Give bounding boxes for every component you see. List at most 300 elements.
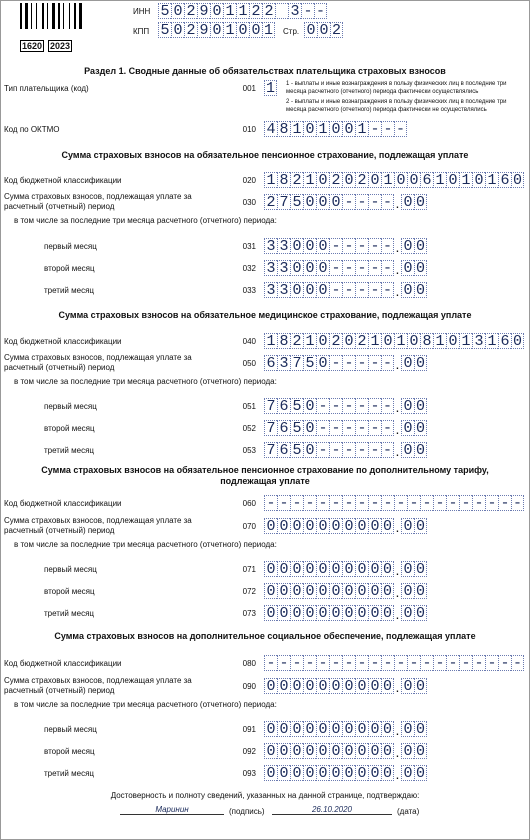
char-cell: 0 [316,721,329,737]
char-cell: 6 [277,420,290,436]
kbk-label: Код бюджетной классификации [4,176,122,185]
char-cell: 0 [415,721,425,738]
sum-label-line-2: расчетный (отчетный) период [4,363,115,372]
char-cell: 1 [236,3,249,19]
char-cell: 0 [264,561,277,577]
char-cell: 0 [401,420,414,436]
char-cell: - [368,260,381,276]
char-cell: - [316,495,329,511]
char-cell: 0 [368,583,381,599]
kbk-field-3[interactable] [264,495,524,511]
sum-label-line-1: Сумма страховых взносов, подлежащая уплате за [4,516,192,525]
char-cell: 0 [303,121,316,137]
char-cell: 0 [210,22,223,38]
char-cell: 0 [342,583,355,599]
oktmo-label: Код по ОКТМО [4,125,60,134]
char-cell: - [355,655,368,671]
payer-type-legend-2: 2 - выплаты и иные вознаграждения в пользу физических лиц в последние три месяца расчетного (отчетного) периода фактически не осуществлялись [286,99,507,113]
char-cell: 0 [355,561,368,577]
payer-type-label: Тип плательщика (код) [4,84,89,93]
decimal-dot: . [395,744,400,760]
char-cell: - [342,355,355,371]
char-cell: 0 [264,518,277,534]
char-cell: 2 [355,172,368,188]
m3-code: 033 [242,286,256,295]
char-cell: - [512,655,522,672]
char-cell: 0 [415,678,425,695]
char-cell: 0 [355,765,368,781]
char-cell: 0 [316,194,329,210]
char-cell: - [342,282,355,298]
char-cell: 1 [263,22,273,39]
char-cell: 0 [290,721,303,737]
char-cell: 0 [342,721,355,737]
char-cell: 1 [316,121,329,137]
char-cell: 0 [415,743,425,760]
char-cell: 0 [415,238,425,255]
char-cell: - [342,194,355,210]
char-cell: 0 [316,260,329,276]
char-cell: 1 [459,333,472,349]
m2-field-4[interactable] [264,743,427,759]
months-label: в том числе за последние три месяца расчетного (отчетного) периода: [14,540,277,549]
char-cell: - [407,655,420,671]
char-cell: 5 [290,398,303,414]
char-cell: 0 [277,721,290,737]
char-cell: 7 [264,442,277,458]
char-cell: 0 [277,743,290,759]
char-cell: 0 [342,172,355,188]
char-cell: 0 [329,518,342,534]
confirm-text: Достоверность и полноту сведений, указанных на данной странице, подтверждаю: [110,791,420,800]
month-3-label: третий месяц [44,609,94,618]
char-cell: - [329,282,342,298]
char-cell: 0 [401,605,414,621]
months-label: в том числе за последние три месяца расчетного (отчетного) периода: [14,377,277,386]
char-cell: - [381,121,394,137]
char-cell: - [342,495,355,511]
block-3-title: Сумма страховых взносов на обязательное пенсионное страхование по дополнительному тарифу, [41,465,489,475]
char-cell: 6 [264,355,277,371]
char-cell: - [329,495,342,511]
char-cell: 1 [223,3,236,19]
sum-code: 030 [242,198,256,207]
char-cell: 2 [329,172,342,188]
m3-code: 093 [242,769,256,778]
char-cell: 1 [265,80,275,97]
char-cell: - [355,355,368,371]
signature-name: Маринин [120,805,224,815]
char-cell: 0 [303,721,316,737]
char-cell: - [316,442,329,458]
m1-code: 051 [242,402,256,411]
char-cell: 0 [329,121,342,137]
char-cell: - [329,442,342,458]
char-cell: 0 [303,420,316,436]
section-1-title: Раздел 1. Сводные данные об обязательствах плательщика страховых взносов [84,66,446,76]
char-cell: - [381,495,394,511]
char-cell: 0 [303,398,316,414]
payer-type-code: 001 [242,84,256,93]
m3-field-1[interactable] [264,282,427,298]
char-cell: 0 [290,238,303,254]
char-cell: 0 [415,561,425,578]
char-cell: - [472,495,485,511]
decimal-dot: . [395,261,400,277]
char-cell: 0 [290,605,303,621]
char-cell: - [264,655,277,671]
char-cell: 0 [355,721,368,737]
char-cell: - [277,655,290,671]
char-cell: 0 [446,172,459,188]
char-cell: - [355,260,368,276]
char-cell: 2 [331,22,341,39]
char-cell: 3 [277,282,290,298]
char-cell: 0 [401,678,414,694]
char-cell: 6 [420,172,433,188]
char-cell: 0 [415,355,425,372]
signature-label: (подпись) [229,807,265,816]
sum-field-2[interactable] [264,355,427,371]
sum-field-3[interactable] [264,518,427,534]
m3-field-2[interactable] [264,442,427,458]
char-cell: - [355,420,368,436]
char-cell: 0 [329,678,342,694]
char-cell: 0 [277,605,290,621]
char-cell: 0 [303,518,316,534]
char-cell: 0 [316,765,329,781]
char-cell: 0 [401,282,414,298]
char-cell: 2 [262,3,275,19]
m1-code: 091 [242,725,256,734]
char-cell: 5 [158,22,171,38]
char-cell: - [446,655,459,671]
kbk-field-1[interactable] [264,172,524,188]
char-cell: - [303,495,316,511]
char-cell: - [368,355,381,371]
char-cell: 0 [342,678,355,694]
char-cell: 0 [290,561,303,577]
char-cell: 0 [171,3,184,19]
char-cell: 0 [368,518,381,534]
char-cell: 4 [264,121,277,137]
kbk-field-2[interactable] [264,333,524,349]
char-cell: 3 [264,282,277,298]
char-cell: 0 [303,282,316,298]
m1-field-4[interactable] [264,721,427,737]
char-cell: 0 [316,561,329,577]
m3-field-3[interactable] [264,605,427,621]
char-cell: 0 [342,605,355,621]
char-cell: 0 [290,518,303,534]
char-cell: 1 [433,333,446,349]
char-cell: 9 [197,3,210,19]
kbk-label: Код бюджетной классификации [4,659,122,668]
char-cell: 1 [355,121,368,137]
oktmo-field[interactable] [264,121,407,137]
m2-field-1[interactable] [264,260,427,276]
char-cell: - [485,495,498,511]
char-cell: - [329,398,342,414]
char-cell: 0 [290,765,303,781]
char-cell: 0 [401,398,414,414]
payer-type-field[interactable] [264,80,277,96]
char-cell: - [342,420,355,436]
char-cell: 0 [329,194,342,210]
char-cell: 0 [401,238,414,254]
char-cell: 0 [303,765,316,781]
char-cell: 0 [401,518,414,534]
char-cell: 0 [317,22,330,38]
char-cell: - [277,495,290,511]
char-cell: 0 [290,743,303,759]
char-cell: 7 [277,194,290,210]
decimal-dot: . [395,679,400,695]
kbk-code: 080 [242,659,256,668]
char-cell: 0 [264,721,277,737]
sum-code: 050 [242,359,256,368]
char-cell: - [329,420,342,436]
char-cell: 0 [171,22,184,38]
char-cell: - [301,3,314,19]
char-cell: 1 [485,172,498,188]
char-cell: - [382,355,392,372]
month-3-label: третий месяц [44,286,94,295]
inn-label: ИНН [133,7,151,16]
char-cell: 8 [277,333,290,349]
m1-field-3[interactable] [264,561,427,577]
char-cell: 0 [382,583,392,600]
char-cell: 1 [368,333,381,349]
char-cell: 0 [264,678,277,694]
month-1-label: первый месяц [44,242,97,251]
char-cell: - [382,398,392,415]
char-cell: - [420,655,433,671]
char-cell: - [433,655,446,671]
char-cell: 7 [290,355,303,371]
char-cell: 0 [415,194,425,211]
char-cell: 0 [316,518,329,534]
char-cell: 0 [382,743,392,760]
block-1-title: Сумма страховых взносов на обязательное пенсионное страхование, подлежащая уплате [61,150,469,160]
m1-code: 031 [242,242,256,251]
sum-field-1[interactable] [264,194,427,210]
char-cell: 8 [420,333,433,349]
char-cell: 0 [249,22,262,38]
char-cell: 0 [512,333,522,350]
char-cell: - [459,495,472,511]
month-1-label: первый месяц [44,565,97,574]
m2-code: 072 [242,587,256,596]
month-1-label: первый месяц [44,725,97,734]
char-cell: - [329,355,342,371]
m2-field-2[interactable] [264,420,427,436]
page-label: Стр. [283,27,300,36]
char-cell: - [316,398,329,414]
char-cell: 0 [368,743,381,759]
char-cell: 0 [401,583,414,599]
kbk-code: 020 [242,176,256,185]
char-cell: - [382,420,392,437]
m2-code: 032 [242,264,256,273]
char-cell: 0 [407,172,420,188]
char-cell: 0 [264,743,277,759]
char-cell: 0 [382,678,392,695]
m1-code: 071 [242,565,256,574]
sum-field-4[interactable] [264,678,427,694]
char-cell: - [512,495,522,512]
char-cell: 0 [381,333,394,349]
inn-field[interactable] [158,3,327,19]
char-cell: 1 [459,172,472,188]
date-value: 26.10.2020 [272,805,392,815]
char-cell: 0 [316,282,329,298]
char-cell: 1 [264,172,277,188]
char-cell: 0 [303,561,316,577]
barcode [20,3,90,51]
char-cell: - [368,121,381,137]
char-cell: 0 [236,22,249,38]
char-cell: - [368,398,381,414]
char-cell: - [329,238,342,254]
char-cell: 0 [303,605,316,621]
char-cell: 0 [415,442,425,459]
char-cell: 0 [401,561,414,577]
char-cell: - [368,194,381,210]
sum-code: 070 [242,522,256,531]
char-cell: 0 [415,765,425,782]
char-cell [275,3,288,19]
decimal-dot: . [395,606,400,622]
m3-field-4[interactable] [264,765,427,781]
kpp-field[interactable] [158,22,275,38]
char-cell: 3 [288,3,301,19]
char-cell: - [498,495,511,511]
char-cell: 7 [264,398,277,414]
char-cell: 0 [368,765,381,781]
months-label: в том числе за последние три месяца расчетного (отчетного) периода: [14,216,277,225]
decimal-dot: . [395,283,400,299]
char-cell: - [264,495,277,511]
char-cell: 0 [303,743,316,759]
char-cell: 0 [368,172,381,188]
char-cell: 0 [210,3,223,19]
char-cell: 0 [382,721,392,738]
char-cell: 0 [303,583,316,599]
char-cell: - [394,495,407,511]
m2-field-3[interactable] [264,583,427,599]
decimal-dot: . [395,399,400,415]
char-cell: 2 [249,3,262,19]
char-cell: - [342,655,355,671]
decimal-dot: . [395,722,400,738]
char-cell: 0 [355,518,368,534]
char-cell: 0 [329,583,342,599]
char-cell: - [290,495,303,511]
char-cell: - [355,194,368,210]
month-2-label: второй месяц [44,424,95,433]
char-cell: 1 [381,172,394,188]
char-cell: 1 [394,333,407,349]
char-cell: 0 [329,721,342,737]
month-2-label: второй месяц [44,747,95,756]
char-cell: 1 [303,172,316,188]
char-cell: 2 [290,333,303,349]
char-cell: 2 [355,333,368,349]
decimal-dot: . [395,519,400,535]
month-3-label: третий месяц [44,446,94,455]
months-label: в том числе за последние три месяца расчетного (отчетного) периода: [14,700,277,709]
char-cell: - [342,398,355,414]
char-cell: 2 [184,22,197,38]
char-cell: 0 [342,561,355,577]
m1-field-2[interactable] [264,398,427,414]
char-cell: 0 [415,398,425,415]
decimal-dot: . [395,584,400,600]
char-cell: - [382,442,392,459]
char-cell: 0 [415,518,425,535]
char-cell: 0 [277,678,290,694]
char-cell: 5 [290,420,303,436]
payer-type-legend-1: 1 - выплаты и иные вознаграждения в пользу физических лиц в последние три месяца расчетного (отчетного) периода фактически осуществлялись [286,81,507,95]
char-cell: 0 [303,194,316,210]
char-cell: - [342,442,355,458]
block-3-title-2: подлежащая уплате [220,476,310,486]
char-cell: 0 [401,743,414,759]
char-cell: 8 [277,121,290,137]
char-cell: 0 [355,743,368,759]
char-cell: 0 [303,442,316,458]
char-cell: - [355,238,368,254]
char-cell: - [329,655,342,671]
char-cell: 5 [290,442,303,458]
char-cell: 0 [277,518,290,534]
char-cell: - [485,655,498,671]
decimal-dot: . [395,443,400,459]
kbk-field-4[interactable] [264,655,524,671]
m2-code: 052 [242,424,256,433]
char-cell: 0 [329,605,342,621]
char-cell: 6 [498,172,511,188]
char-cell: 1 [264,333,277,349]
char-cell: 6 [277,398,290,414]
char-cell: 0 [303,238,316,254]
m2-code: 092 [242,747,256,756]
month-2-label: второй месяц [44,264,95,273]
m1-field-1[interactable] [264,238,427,254]
char-cell: 0 [415,282,425,299]
page-field[interactable] [304,22,343,38]
char-cell: 0 [316,355,329,371]
char-cell: - [394,655,407,671]
char-cell: - [342,260,355,276]
char-cell: - [382,282,392,299]
char-cell: 0 [277,561,290,577]
decimal-dot: . [395,356,400,372]
char-cell: - [368,495,381,511]
char-cell: 0 [329,765,342,781]
char-cell: 0 [277,583,290,599]
decimal-dot: . [395,195,400,211]
char-cell: 0 [342,333,355,349]
char-cell: 0 [342,121,355,137]
char-cell: - [420,495,433,511]
date-label: (дата) [397,807,420,816]
char-cell: 0 [355,678,368,694]
char-cell: 1 [303,333,316,349]
char-cell: 0 [401,355,414,371]
char-cell: - [395,121,405,138]
